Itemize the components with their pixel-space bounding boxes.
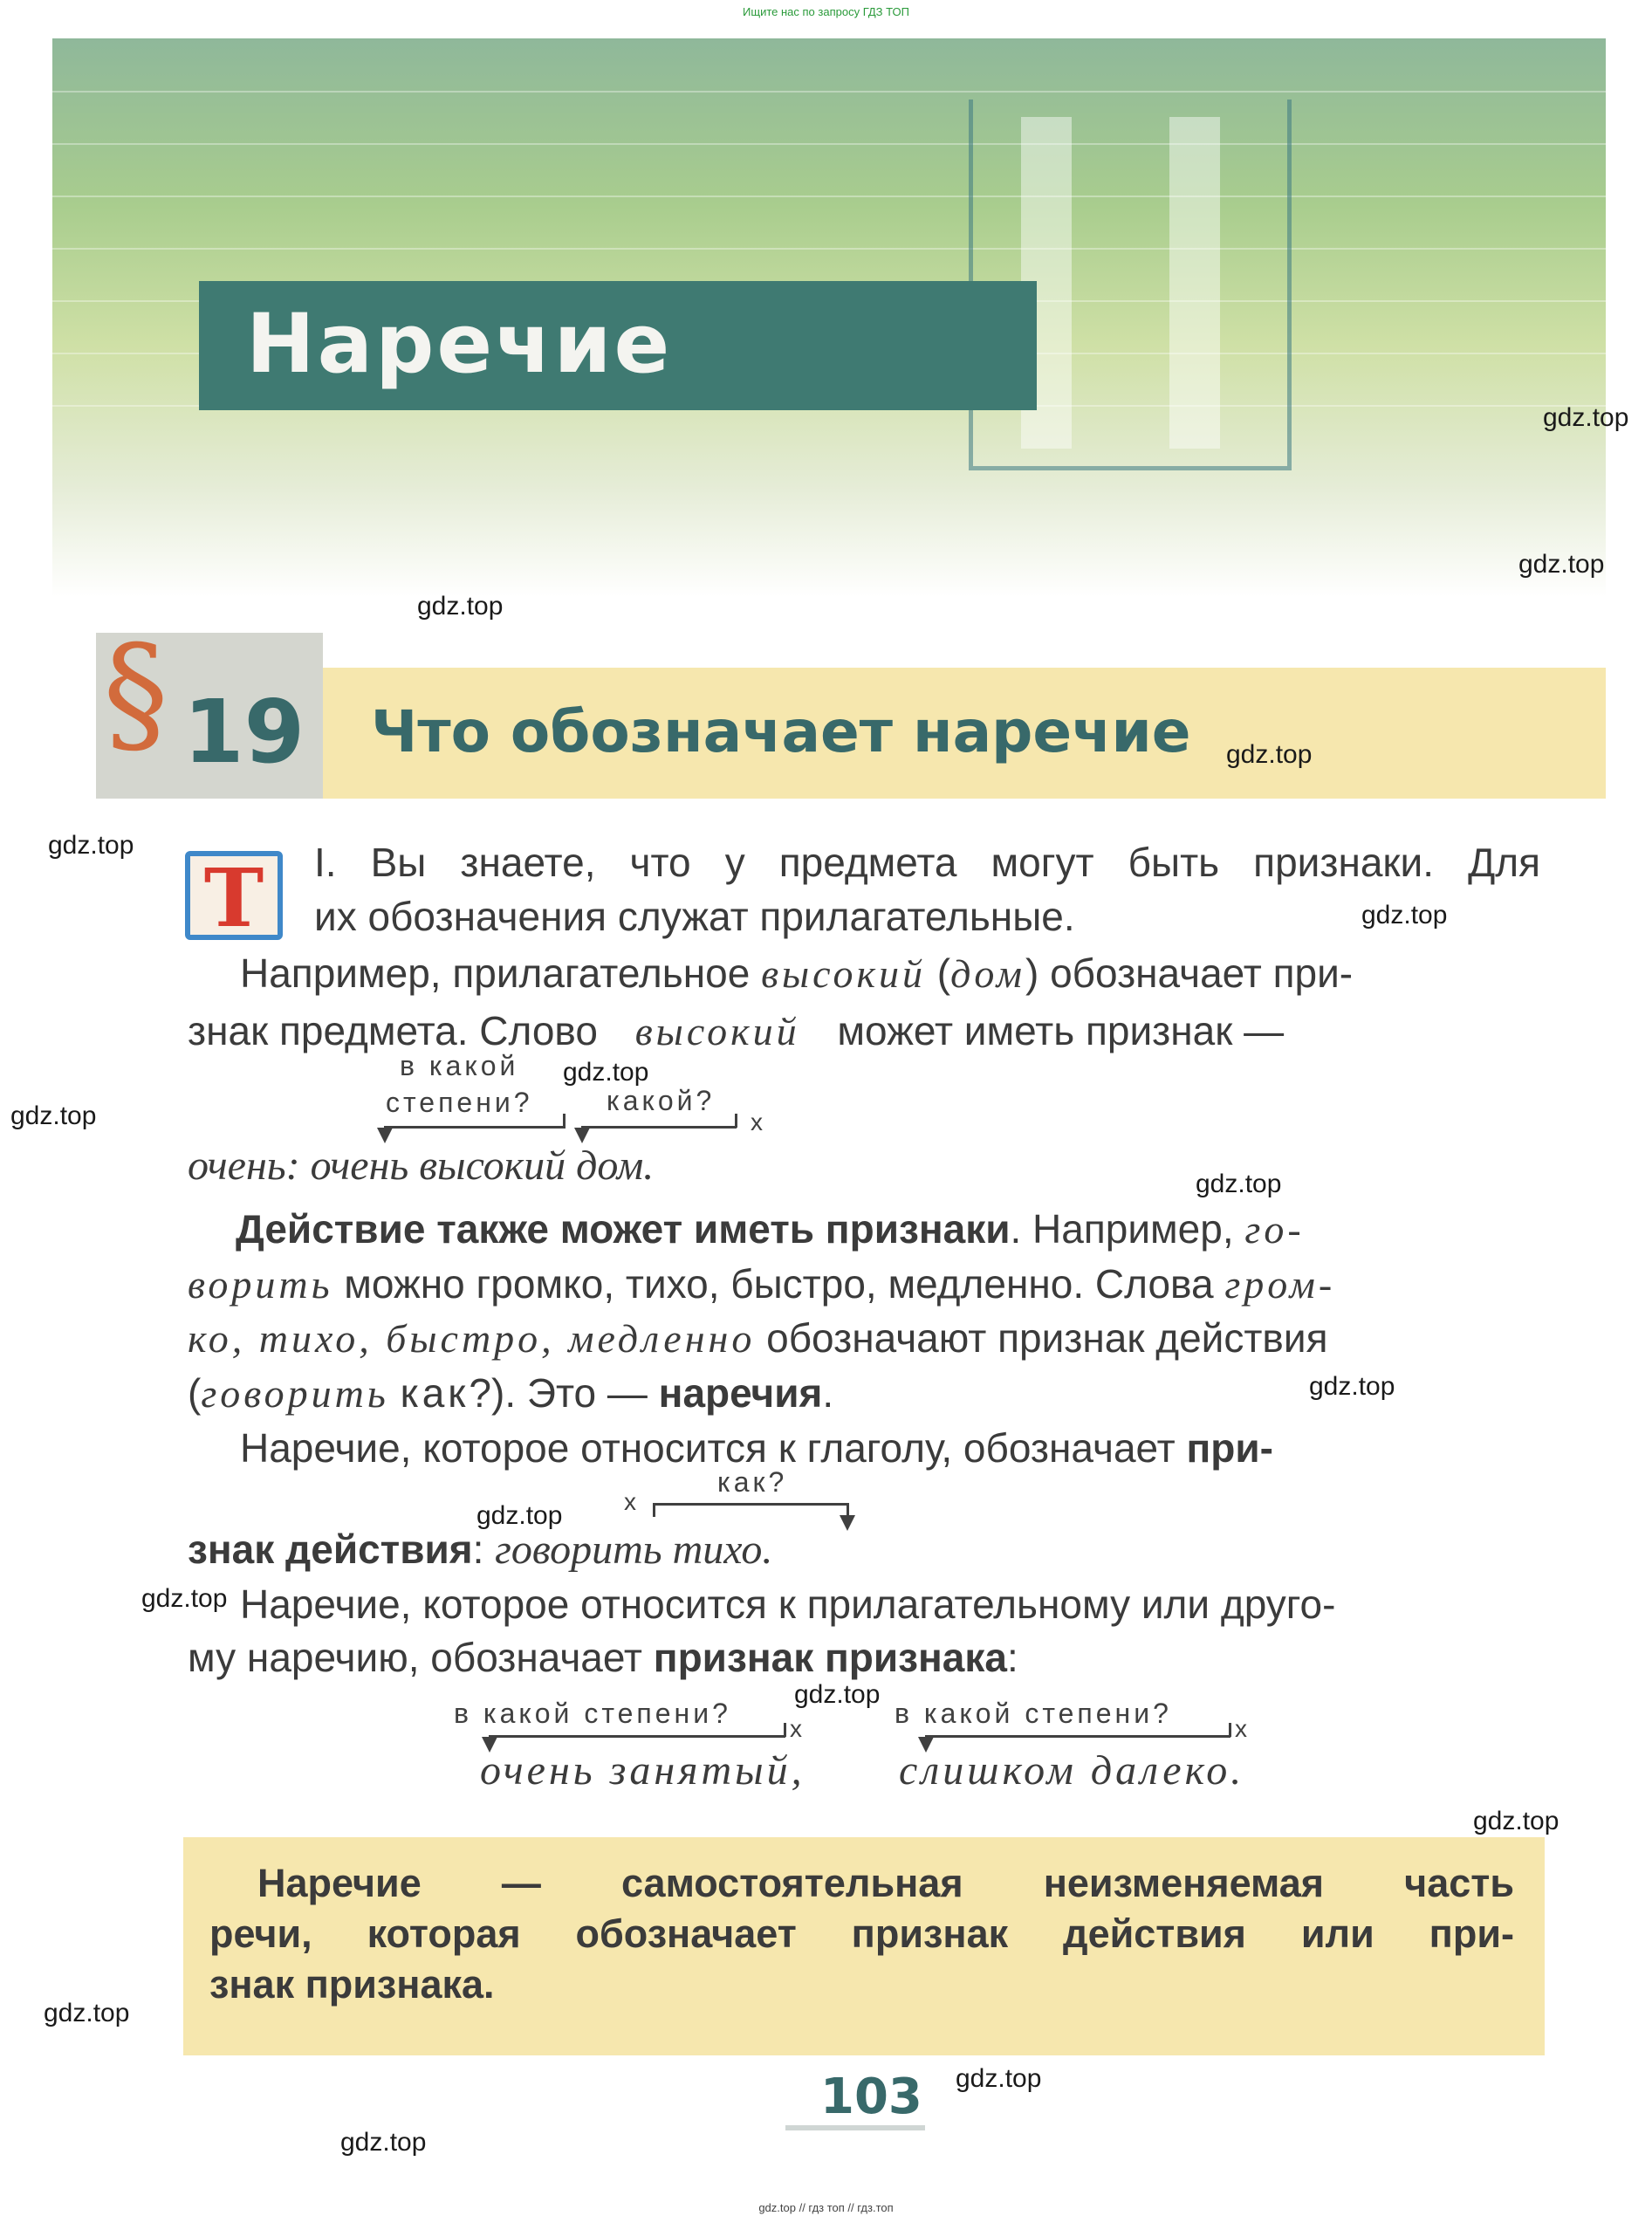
diagram-line [581, 1126, 737, 1129]
example-word: высокий [634, 1009, 800, 1053]
x-mark: х [790, 1715, 802, 1742]
diagram-line [784, 1723, 786, 1737]
text-fragment: : [1007, 1635, 1018, 1680]
diagram-line [735, 1114, 737, 1128]
watermark: gdz.top [1226, 740, 1313, 769]
example-word: ко, тихо, быстро, медленно [188, 1316, 756, 1361]
watermark: gdz.top [48, 831, 134, 860]
question-label: в какой [400, 1050, 519, 1081]
diagram-line [563, 1114, 566, 1128]
diagram-line [489, 1735, 785, 1738]
watermark: gdz.top [44, 1999, 130, 2027]
example-word: го- [1244, 1207, 1305, 1252]
x-mark: х [1235, 1715, 1247, 1742]
term: знак действия [188, 1527, 473, 1572]
watermark: gdz.top [1309, 1372, 1395, 1401]
watermark: gdz.top [340, 2128, 427, 2157]
section-sign: § [103, 618, 168, 770]
watermark: gdz.top [1361, 901, 1448, 930]
chapter-title: Наречие [246, 297, 673, 392]
text-fragment: . [822, 1370, 834, 1416]
watermark: gdz.top [141, 1584, 228, 1613]
text-line [240, 1425, 1273, 1471]
diagram-line [653, 1503, 849, 1506]
top-note: Ищите нас по запросу ГДЗ ТОП [743, 5, 909, 18]
text-fragment: обозначают признак действия [766, 1315, 1328, 1361]
page-number-underline [785, 2125, 925, 2130]
text-line: Наречие, которое относится к прилагательному или друго- [240, 1581, 1336, 1627]
arrow-icon [377, 1128, 393, 1143]
section-number: 19 [183, 681, 305, 783]
diagram-line [384, 1126, 566, 1129]
theory-icon [185, 851, 283, 945]
x-mark: х [624, 1488, 636, 1515]
question-label: степени? [386, 1087, 533, 1118]
question-label: в какой степени? [895, 1698, 1172, 1729]
diagram-line [925, 1735, 1230, 1738]
arrow-icon [840, 1515, 855, 1531]
text-fragment: : [472, 1527, 484, 1572]
watermark: gdz.top [1196, 1170, 1282, 1198]
text-fragment: Наречие, которое относится к глаголу, обозначает [240, 1425, 1176, 1471]
question-label: как? [717, 1466, 788, 1498]
watermark: gdz.top [417, 592, 504, 621]
text-fragment: . Например, [1010, 1206, 1234, 1252]
example-text: говорить тихо. [495, 1527, 773, 1573]
watermark: gdz.top [476, 1501, 563, 1530]
example-word: гром- [1224, 1262, 1336, 1307]
example-text: очень: очень высокий дом. [188, 1142, 655, 1189]
text-line: их обозначения служат прилагательные. [314, 894, 1075, 939]
text-fragment: может иметь признак — [837, 1008, 1285, 1053]
diagram-line [1229, 1723, 1231, 1737]
text-fragment: му наречию, обозначает [188, 1635, 643, 1680]
bottom-note: gdz.top // гдз топ // гдз.топ [758, 2201, 894, 2214]
text-line [188, 1261, 1336, 1307]
text-fragment: ) обозначает при- [1025, 950, 1354, 996]
text-fragment: ( [188, 1370, 202, 1416]
text-fragment: Действие также может иметь признаки [236, 1206, 1011, 1252]
text-line [188, 1315, 1328, 1361]
example-text: слишком далеко. [899, 1747, 1245, 1794]
text-fragment: можно громко, тихо, быстро, медленно. Слова [344, 1261, 1214, 1307]
text-line [240, 950, 1354, 996]
text-fragment: знак предмета. Слово [188, 1008, 598, 1053]
example-word: ворить [188, 1262, 333, 1307]
text-fragment: как [400, 1370, 470, 1416]
question-label: в какой степени? [454, 1698, 731, 1729]
text-line [236, 1206, 1305, 1252]
page-number: 103 [820, 2068, 922, 2125]
text-line [188, 1008, 1285, 1053]
rule-text-line: знак признака. [209, 1962, 495, 2007]
rule-text-line: речи, которая обозначает признак действия или при- [209, 1911, 1514, 1956]
rule-text-line: Наречие — самостоятельная неизменяемая часть [257, 1861, 1514, 1905]
text-line: I. Вы знаете, что у предмета могут быть признаки. Для [314, 840, 1540, 885]
text-line [188, 1370, 834, 1416]
decorative-letter-bar [1169, 117, 1220, 449]
watermark: gdz.top [10, 1101, 97, 1130]
question-label: какой? [607, 1085, 716, 1116]
section-title: Что обозначает наречие [371, 698, 1191, 765]
text-fragment: Например, прилагательное [240, 950, 751, 996]
watermark: gdz.top [1518, 550, 1605, 579]
example-word: дом [950, 951, 1025, 996]
example-text: очень занятый, [480, 1747, 805, 1794]
watermark: gdz.top [956, 2064, 1042, 2093]
x-mark: х [751, 1108, 763, 1135]
arrow-icon [574, 1128, 590, 1143]
example-word: говорить [201, 1371, 389, 1416]
term: наречия [658, 1370, 823, 1416]
text-line [188, 1635, 1018, 1680]
watermark: gdz.top [1473, 1807, 1559, 1835]
watermark: gdz.top [563, 1058, 649, 1087]
text-line [188, 1529, 772, 1571]
watermark: gdz.top [794, 1680, 881, 1709]
term: признак признака [653, 1635, 1007, 1680]
theory-icon-letter: Т [203, 851, 264, 945]
term: при- [1186, 1425, 1273, 1471]
text-fragment: ?). Это — [469, 1370, 648, 1416]
watermark: gdz.top [1543, 403, 1629, 432]
text-fragment: ( [936, 950, 951, 996]
example-word: высокий [761, 951, 926, 996]
